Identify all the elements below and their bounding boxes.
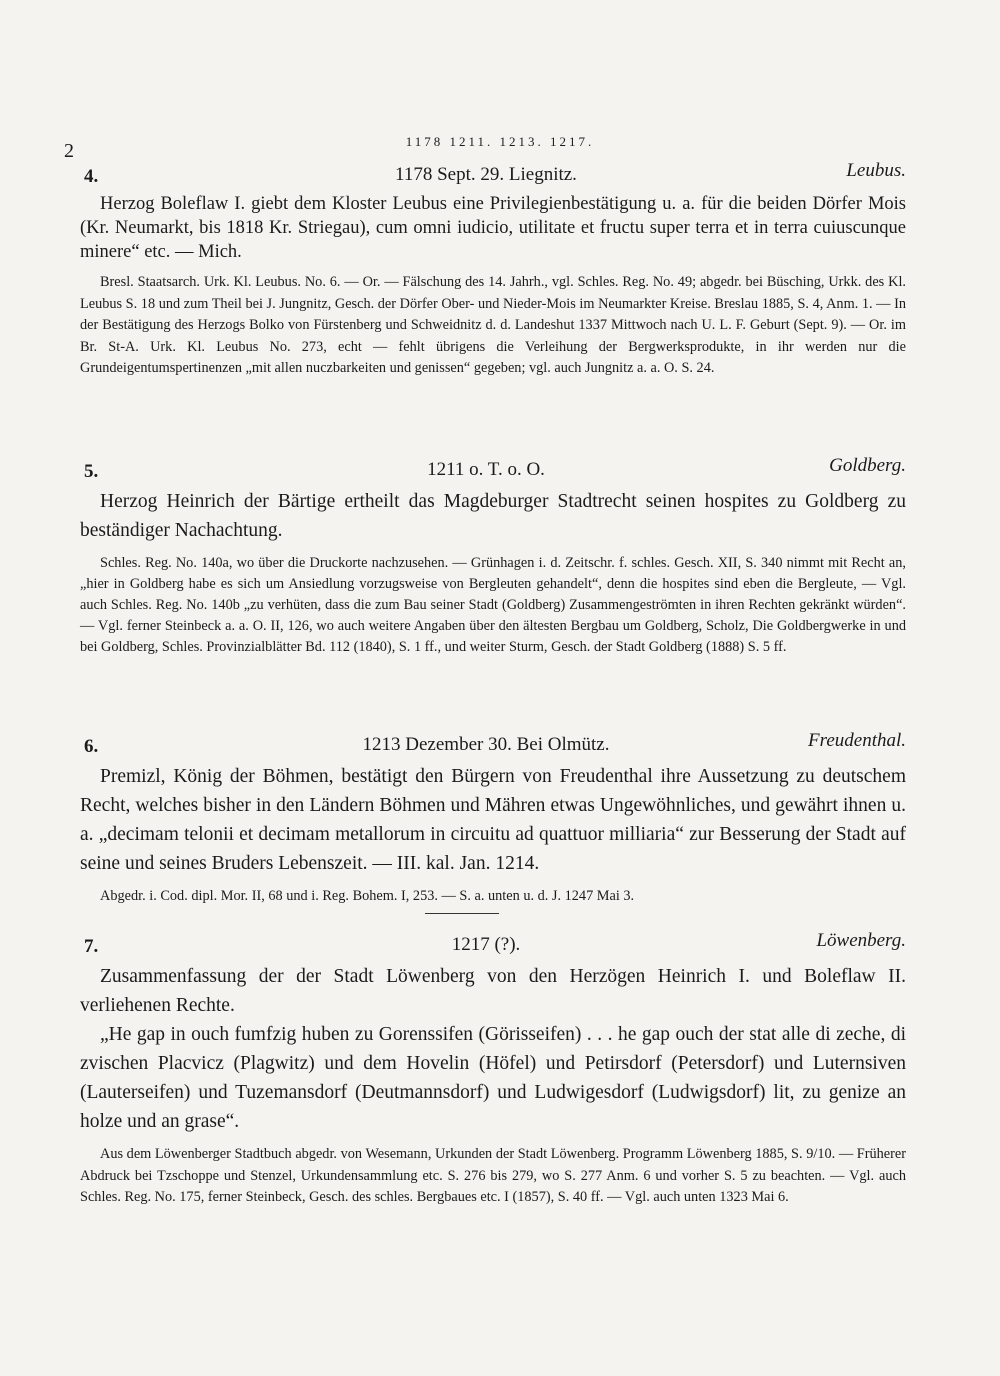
entry-number: 4. xyxy=(84,166,99,187)
entry-place: Löwenberg. xyxy=(816,930,906,951)
section-divider xyxy=(425,913,499,914)
entry-text: Premizl, König der Böhmen, bestätigt den Bürgern von Freudenthal ihre Aussetzung zu deutschem Recht, welches bisher in den Ländern Böhmen und Mähren etwas Ungewöhnliches, und gewährt ihnen u. a. „decimam telonii et decimam metallorum in circuitu ad quattuor milliaria“ zur Besserung der Stadt auf seine und seines Bruders Lebenszeit. — III. kal. Jan. 1214. xyxy=(80,766,906,874)
entry-4 xyxy=(66,160,906,380)
entry-5 xyxy=(66,455,906,658)
entry-note: Bresl. Staatsarch. Urk. Kl. Leubus. No. 6. — Or. — Fälschung des 14. Jahrh., vgl. Schles. Reg. No. 49; abgedr. bei Büsching, Urkk. des Kl. Leubus S. 18 und zum Theil bei J. Jungnitz, Gesch. der Dörfer Ober- und Nieder-Mois im Neumarkter Kreise. Breslau 1885, S. 4, Anm. 1. — In der Bestätigung des Herzogs Bolko von Fürstenberg und Schweidnitz d. d. Landeshut 1337 Mittwoch nach U. L. F. Geburt (Sept. 9). — Or. im Br. St-A. Urk. Kl. Leubus No. 273, echt — fehlt übrigens die Verleihung der Bergwerksprodukte, in ihr werden nur die Grundeigentumspertinenzen „mit allen nuczbarkeiten und genissen“ gegeben; vgl. auch Jungnitz a. a. O. S. 24. xyxy=(80,274,906,376)
entry-place: Leubus. xyxy=(846,160,906,181)
entry-note: Aus dem Löwenberger Stadtbuch abgedr. von Wesemann, Urkunden der Stadt Löwenberg. Programm Löwenberg 1885, S. 9/10. — Früherer Abdruck bei Tzschoppe und Stenzel, Urkundensammlung etc. S. 276 bis 279, wo S. 277 Anm. 6 und vorher S. 5 zu beachten. — Vgl. auch Schles. Reg. No. 175, ferner Steinbeck, Gesch. des schles. Bergbaues etc. I (1857), S. 40 ff. — Vgl. auch unten 1323 Mai 6. xyxy=(80,1146,906,1205)
entry-heading xyxy=(66,455,906,487)
entry-date: 1178 Sept. 29. Liegnitz. xyxy=(395,164,577,185)
entry-heading xyxy=(66,730,906,762)
entry-7 xyxy=(66,930,906,1209)
entry-text: Herzog Boleflaw I. giebt dem Kloster Leubus eine Privilegienbestätigung u. a. für die beiden Dörfer Mois (Kr. Neumarkt, bis 1818 Kr. Striegau), cum omni iudicio, utilitate et fructu super terra et in terra cuiuscunque minere“ etc. — Mich. xyxy=(80,194,906,262)
entry-note: Schles. Reg. No. 140a, wo über die Druckorte nachzusehen. — Grünhagen i. d. Zeitschr. f. schles. Gesch. XII, S. 340 nimmt mit Recht an, „hier in Goldberg habe es sich um Ansiedlung vorzugsweise von Bergleuten gehandelt“, denn die hospites sind eben die Bergleute, — Vgl. auch Schles. Reg. No. 140b „zu verhüten, dass die zum Bau seiner Stadt (Goldberg) Zusammengeströmten in ihren Rechten gekränkt würden“. — Vgl. ferner Steinbeck a. a. O. II, 126, wo auch weitere Angaben über den ältesten Bergbau um Goldberg, Scholz, Die Goldbergwerke in und bei Goldberg, Schles. Provinzialblätter Bd. 112 (1840), S. 1 ff., und weiter Sturm, Gesch. der Stadt Goldberg (1888) S. 5 ff. xyxy=(80,555,906,655)
entry-heading xyxy=(66,160,906,192)
entry-place: Freudenthal. xyxy=(808,730,906,751)
running-head: 1178 1211. 1213. 1217. xyxy=(405,134,595,149)
entry-place: Goldberg. xyxy=(829,455,906,476)
entry-date: 1213 Dezember 30. Bei Olmütz. xyxy=(362,734,610,755)
entry-date: 1217 (?). xyxy=(451,934,521,955)
entry-number: 7. xyxy=(84,936,99,957)
entry-heading xyxy=(66,930,906,962)
entry-text: Zusammenfassung der der Stadt Löwenberg von den Herzögen Heinrich I. und Boleflaw II. verliehenen Rechte. xyxy=(80,966,906,1016)
entry-date: 1211 o. T. o. O. xyxy=(427,459,545,480)
entry-text: Herzog Heinrich der Bärtige ertheilt das Magdeburger Stadtrecht seinen hospites zu Goldberg zu beständiger Nachachtung. xyxy=(80,491,906,541)
entry-note: Abgedr. i. Cod. dipl. Mor. II, 68 und i. Reg. Bohem. I, 253. — S. a. unten u. d. J. 1247 Mai 3. xyxy=(100,888,635,904)
entry-number: 5. xyxy=(84,461,99,482)
entry-number: 6. xyxy=(84,736,99,757)
page-number: 2 xyxy=(64,140,74,162)
entry-quote: „He gap in ouch fumfzig huben zu Gorenssifen (Görisseifen) . . . he gap ouch der stat alle di zeche, di zvischen Placvicz (Plagwitz) und dem Hovelin (Höfel) und Petirsdorf (Petersdorf) und Luternsiven (Lauterseifen) und Tuzemansdorf (Deutmannsdorf) und Ludwigesdorf (Ludwigsdorf) lit, zu genize an holze und an grase“. xyxy=(80,1024,906,1132)
entry-6 xyxy=(66,730,906,908)
